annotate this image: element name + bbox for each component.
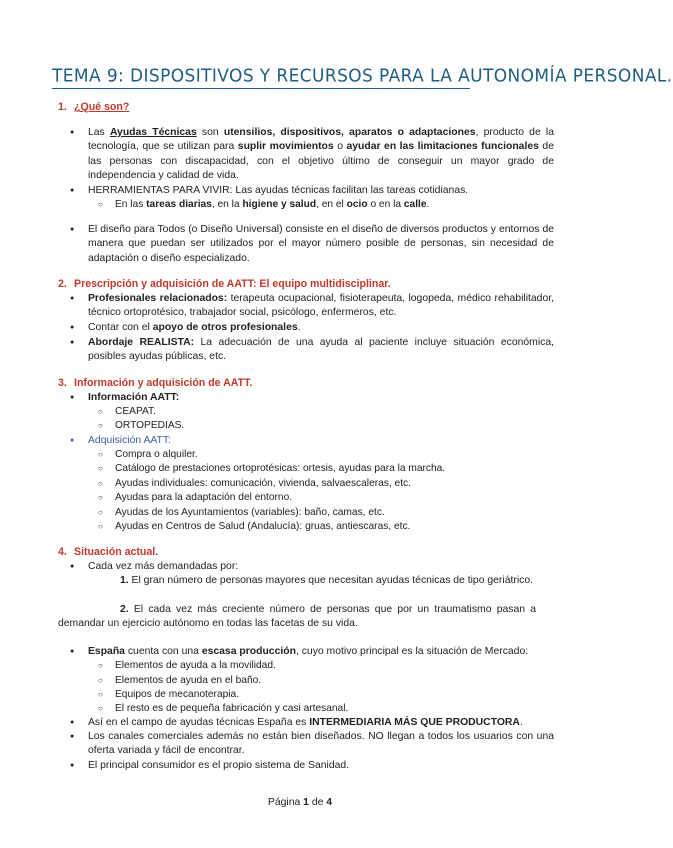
bullet-abordaje: ● Abordaje REALISTA: La adecuación de una ayuda al paciente incluye situación económica, posibles ayudas públicas, etc. <box>70 336 554 365</box>
section-title: Situación actual. <box>74 546 159 558</box>
sub-bullet-adq: ○ Ayudas de los Ayuntamientos (variables): baño, camas, etc. <box>98 506 385 520</box>
paragraph-reason-2: 2. El cada vez más creciente número de personas que por un traumatismo pasan a demandar un ejercicio autónomo en todas las facetas de su vida. <box>58 604 536 630</box>
bullet-ayudas-tecnicas: ● Las Ayudas Técnicas son utensilios, dispositivos, aparatos o adaptaciones, producto de la tecnología, que se utilizan para suplir movimientos o ayudar en las limitaciones funcionales de las personas con discapacidad, con el objetivo último de conseguir un mayor grado de independencia y calidad de vida. <box>70 126 554 184</box>
bullet-profesionales: ● Profesionales relacionados: terapeuta ocupacional, fisioterapeuta, logopeda, médico rehabilitador, técnico ortoprotésico, trabajador social, psicólogo, enfermeros, etc. <box>70 292 554 321</box>
sub-bullet-adq: ○ Catálogo de prestaciones ortoprotésicas: ortesis, ayudas para la marcha. <box>98 462 445 476</box>
sub-bullet-adq: ○ Ayudas individuales: comunicación, vivienda, salvaescaleras, etc. <box>98 477 411 491</box>
section-4-heading <box>58 546 158 558</box>
sub-bullet-mercado: ○ Elementos de ayuda en el baño. <box>98 674 261 688</box>
section-1-heading <box>58 101 129 113</box>
section-number: 4. <box>58 546 67 558</box>
section-number: 1. <box>58 101 67 113</box>
bullet-diseno-todos: ● El diseño para Todos (o Diseño Universal) consiste en el diseño de diversos productos y entornos de manera que puedan ser utilizados por el mayor número posible de personas, sin necesidad de adaptación o diseño especializado. <box>70 223 554 266</box>
title-underline <box>52 88 470 89</box>
sub-bullet-adq: ○ Ayudas en Centros de Salud (Andalucía): gruas, antiescaras, etc. <box>98 520 410 534</box>
section-title: Prescripción y adquisición de AATT: El equipo multidisciplinar. <box>74 278 391 290</box>
sub-bullet-mercado: ○ Equipos de mecanoterapia. <box>98 688 239 702</box>
section-3-heading <box>58 377 252 389</box>
section-2-heading <box>58 278 391 290</box>
bullet-herramientas: ● HERRAMIENTAS PARA VIVIR: Las ayudas técnicas facilitan las tareas cotidianas. <box>70 184 554 198</box>
sub-bullet-mercado: ○ El resto es de pequeña fabricación y casi artesanal. <box>98 702 348 716</box>
sub-bullet-tareas: ○ En las tareas diarias, en la higiene y salud, en el ocio o en la calle. <box>98 198 429 212</box>
paragraph-reason-1: 1. El gran número de personas mayores que necesitan ayudas técnicas de tipo geriátrico. <box>120 575 533 586</box>
bullet-informacion: ● Información AATT: <box>70 391 554 405</box>
sub-bullet-adq: ○ Compra o alquiler. <box>98 448 198 462</box>
bullet-espana: ● España cuenta con una escasa producción, cuyo motivo principal es la situación de Mercado: <box>70 645 554 659</box>
bullet-consumidor: ● El principal consumidor es el propio sistema de Sanidad. <box>70 759 554 773</box>
section-title: ¿Qué son? <box>74 101 130 113</box>
bullet-apoyo: ● Contar con el apoyo de otros profesionales. <box>70 321 554 335</box>
sub-bullet-info: ○ ORTOPEDIAS. <box>98 419 184 433</box>
bullet-intermediaria: ● Así en el campo de ayudas técnicas España es INTERMEDIARIA MÁS QUE PRODUCTORA. <box>70 716 554 730</box>
page-footer: Página 1 de 4 <box>267 797 333 808</box>
bullet-adquisicion: ● Adquisición AATT: <box>70 434 554 448</box>
section-number: 3. <box>58 377 67 389</box>
page-title: TEMA 9: DISPOSITIVOS Y RECURSOS PARA LA AUTONOMÍA PERSONAL. <box>52 65 673 87</box>
sub-bullet-info: ○ CEAPAT. <box>98 405 156 419</box>
bullet-demandadas: ● Cada vez más demandadas por: <box>70 560 554 574</box>
section-number: 2. <box>58 278 67 290</box>
sub-bullet-adq: ○ Ayudas para la adaptación del entorno. <box>98 491 292 505</box>
sub-bullet-mercado: ○ Elementos de ayuda a la movilidad. <box>98 659 276 673</box>
section-title: Información y adquisición de AATT. <box>74 377 253 389</box>
bullet-canales: ● Los canales comerciales además no están bien diseñados. NO llegan a todos los usuarios con una oferta variada y fácil de encontrar. <box>70 730 554 759</box>
